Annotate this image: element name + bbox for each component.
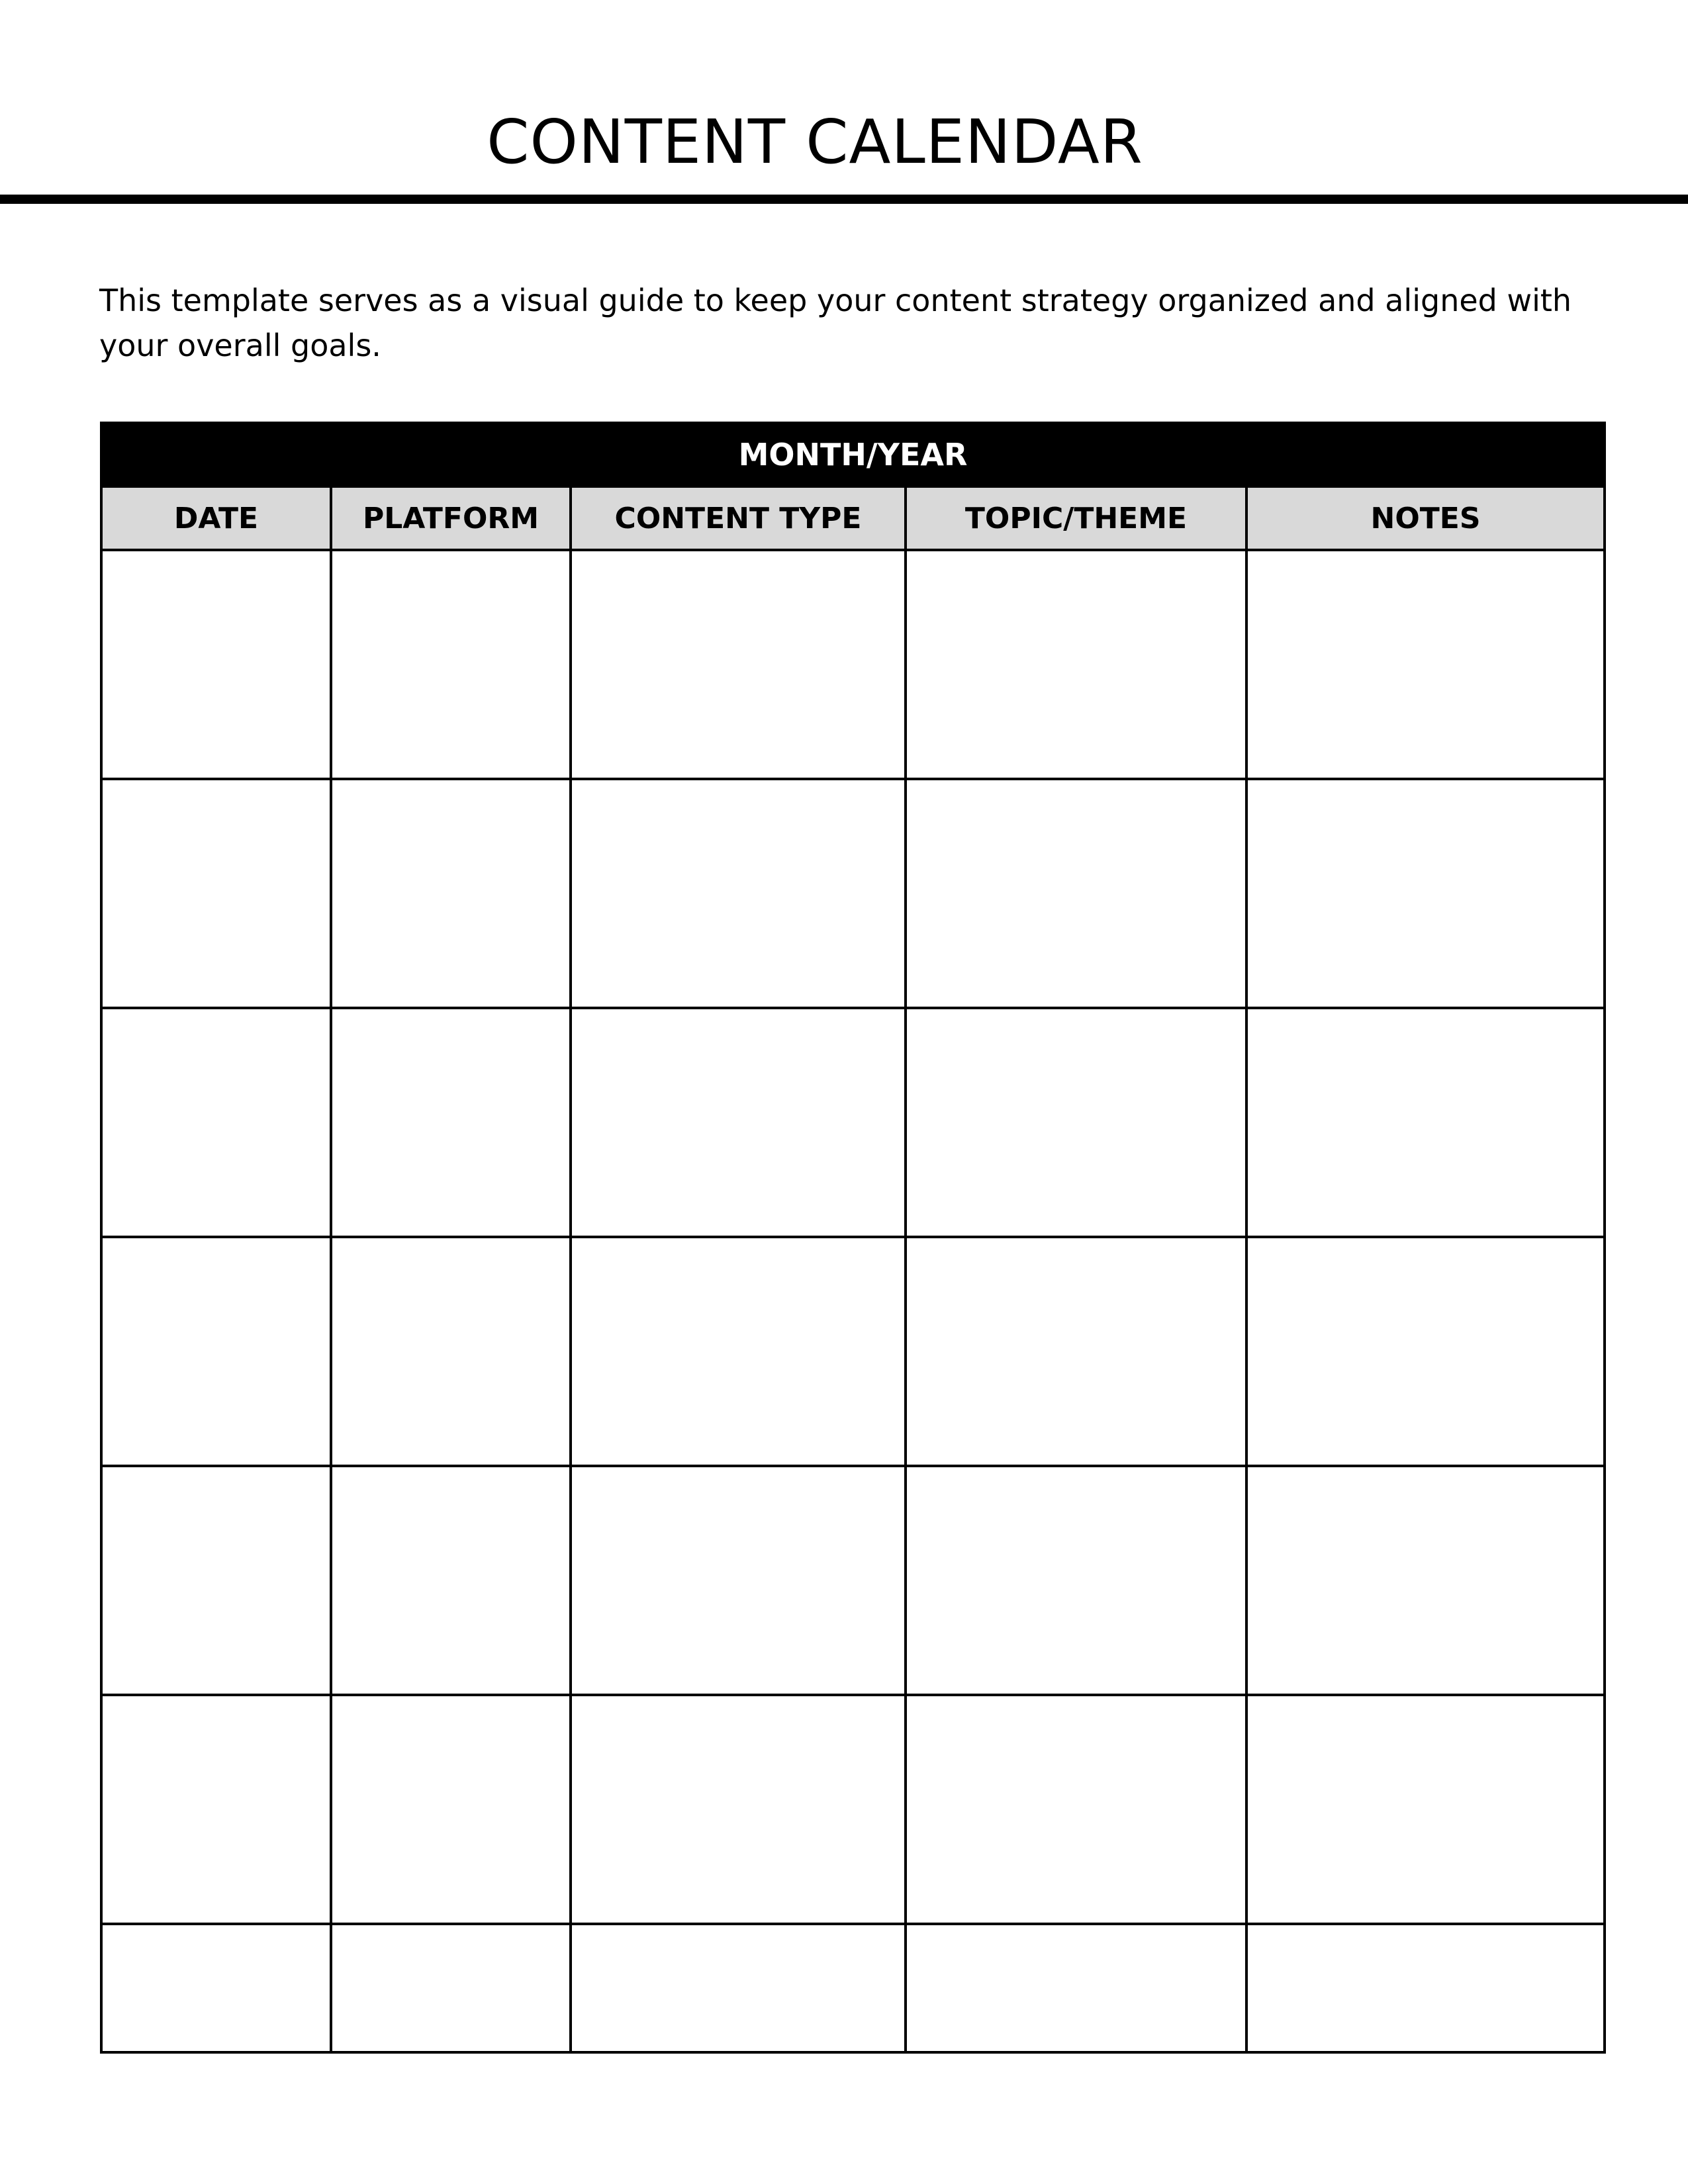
- platform-cell[interactable]: [331, 1466, 571, 1695]
- topic-theme-cell[interactable]: [906, 1466, 1246, 1695]
- notes-cell[interactable]: [1246, 1237, 1605, 1466]
- topic-theme-cell[interactable]: [906, 1008, 1246, 1237]
- column-header-notes: NOTES: [1246, 486, 1605, 550]
- platform-cell[interactable]: [331, 1924, 571, 2052]
- content-type-cell[interactable]: [571, 550, 906, 779]
- notes-cell[interactable]: [1246, 779, 1605, 1008]
- column-header-content-type: CONTENT TYPE: [571, 486, 906, 550]
- content-type-cell[interactable]: [571, 1008, 906, 1237]
- column-header-platform: PLATFORM: [331, 486, 571, 550]
- notes-cell[interactable]: [1246, 1466, 1605, 1695]
- platform-cell[interactable]: [331, 1237, 571, 1466]
- date-cell[interactable]: [101, 1466, 331, 1695]
- month-year-header[interactable]: MONTH/YEAR: [101, 423, 1605, 486]
- platform-cell[interactable]: [331, 550, 571, 779]
- content-type-cell[interactable]: [571, 1924, 906, 2052]
- notes-cell[interactable]: [1246, 1695, 1605, 1924]
- platform-cell[interactable]: [331, 1008, 571, 1237]
- month-year-row: [101, 423, 1605, 486]
- table-row: [101, 550, 1605, 779]
- table-row: [101, 1466, 1605, 1695]
- table-row: [101, 1008, 1605, 1237]
- topic-theme-cell[interactable]: [906, 550, 1246, 779]
- topic-theme-cell[interactable]: [906, 779, 1246, 1008]
- date-cell[interactable]: [101, 1237, 331, 1466]
- notes-cell[interactable]: [1246, 550, 1605, 779]
- date-cell[interactable]: [101, 1008, 331, 1237]
- table-row: [101, 1237, 1605, 1466]
- page-title: CONTENT CALENDAR: [487, 107, 1143, 177]
- topic-theme-cell[interactable]: [906, 1924, 1246, 2052]
- platform-cell[interactable]: [331, 1695, 571, 1924]
- content-type-cell[interactable]: [571, 1695, 906, 1924]
- platform-cell[interactable]: [331, 779, 571, 1008]
- notes-cell[interactable]: [1246, 1008, 1605, 1237]
- column-header-row: [101, 486, 1605, 550]
- date-cell[interactable]: [101, 779, 331, 1008]
- table-row: [101, 1695, 1605, 1924]
- title-divider: [0, 195, 1688, 204]
- date-cell[interactable]: [101, 550, 331, 779]
- date-cell[interactable]: [101, 1924, 331, 2052]
- intro-text: This template serves as a visual guide to keep your content strategy organized and aligned with your overall goals.: [99, 283, 1572, 363]
- table-row: [101, 779, 1605, 1008]
- content-type-cell[interactable]: [571, 1237, 906, 1466]
- content-type-cell[interactable]: [571, 1466, 906, 1695]
- topic-theme-cell[interactable]: [906, 1237, 1246, 1466]
- notes-cell[interactable]: [1246, 1924, 1605, 2052]
- column-header-topic-theme: TOPIC/THEME: [906, 486, 1246, 550]
- topic-theme-cell[interactable]: [906, 1695, 1246, 1924]
- content-calendar-table: [100, 422, 1606, 2054]
- date-cell[interactable]: [101, 1695, 331, 1924]
- table-row: [101, 1924, 1605, 2052]
- column-header-date: DATE: [101, 486, 331, 550]
- content-type-cell[interactable]: [571, 779, 906, 1008]
